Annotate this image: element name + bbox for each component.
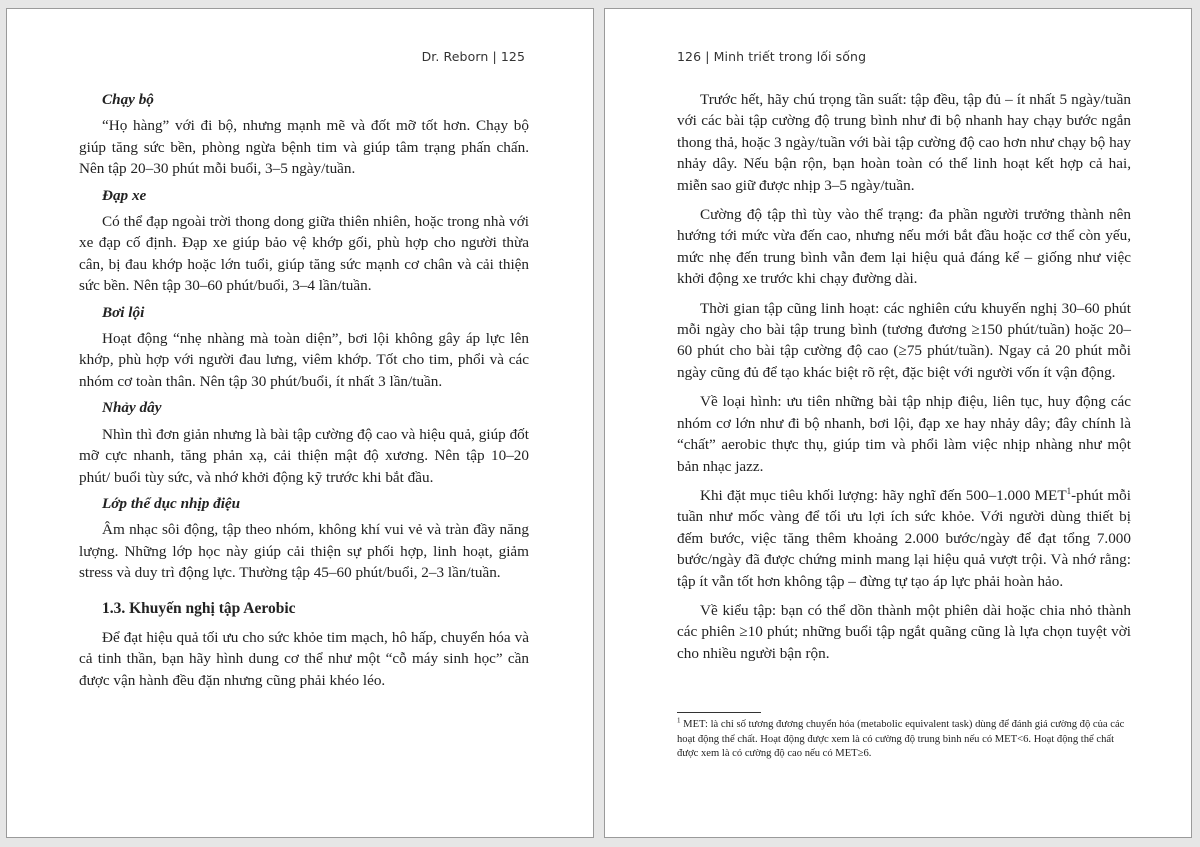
section-heading-jump-rope: Nhảy dây xyxy=(102,399,162,417)
footnote xyxy=(677,718,1131,762)
left-page xyxy=(6,8,594,838)
section-heading-running: Chạy bộ xyxy=(102,91,154,108)
subsection-heading: 1.3. Khuyến nghị tập Aerobic xyxy=(102,599,296,617)
footnote-reference[interactable]: 1 xyxy=(1066,485,1072,496)
paragraph-volume-start: Khi đặt mục tiêu khối lượng: hãy nghĩ đến 500–1.000 MET xyxy=(700,486,1067,504)
paragraph-intensity: Cường độ tập thì tùy vào thể trạng: đa phần người trưởng thành nên hướng tới mức vừa đến cao, nhưng nếu mới bắt đầu hoặc cơ thể còn yếu, mức nhẹ đến trung bình vẫn đem lại hiệu quả đáng kể – giống như việc khởi động xe trước khi chạy đường dài. xyxy=(677,206,1131,288)
running-head-left: Dr. Reborn | 125 xyxy=(421,49,525,64)
footnote-divider xyxy=(677,712,761,713)
section-heading-cycling: Đạp xe xyxy=(102,186,147,204)
section-body-swimming: Hoạt động “nhẹ nhàng mà toàn diện”, bơi lội không gây áp lực lên khớp, phù hợp với người đau lưng, viêm khớp. Tốt cho tim, phổi và các nhóm cơ toàn thân. Nên tập 30 phút/buổi, ít nhất 3 lần/tuần. xyxy=(79,330,529,390)
section-body-cycling: Có thể đạp ngoài trời thong dong giữa thiên nhiên, hoặc trong nhà với xe đạp cố định. Đạp xe giúp bảo vệ khớp gối, phù hợp cho người thừa cân, bị đau khớp hoặc lớn tuổi, giúp tăng sức mạnh cơ chân và cải thiện sức bền. Nên tập 30–60 phút/buổi, 3–4 lần/tuần. xyxy=(79,213,529,295)
paragraph-volume xyxy=(677,485,1131,592)
section-body-aerobics-class: Âm nhạc sôi động, tập theo nhóm, không khí vui vẻ và tràn đầy năng lượng. Những lớp học này giúp cải thiện sự phối hợp, linh hoạt, giảm stress và duy trì động lực. Thường tập 45–60 phút/buổi, 2–3 lần/tuần. xyxy=(79,521,529,582)
paragraph-volume-end: -phút mỗi tuần như mốc vàng để tối ưu lợi ích sức khỏe. Với người dùng thiết bị đếm bước, việc tăng thêm khoảng 2.000 bước/ngày để đạt tổng 7.000 bước/ngày đã được chứng minh mang lại hiệu quả vượt trội. Và nhớ rằng: tập ít vẫn tốt hơn không tập – đừng tự tạo áp lực phải hoàn hảo. xyxy=(677,486,1131,590)
paragraph-duration: Thời gian tập cũng linh hoạt: các nghiên cứu khuyến nghị 30–60 phút mỗi ngày cho bài tập trung bình (tương đương ≥150 phút/tuần) hoặc 20–60 phút cho bài tập cường độ cao (≥75 phút/tuần). Ngay cả 20 phút mỗi ngày cũng đủ để tạo khác biệt rõ rệt, đặc biệt với người vốn ít vận động. xyxy=(677,299,1131,381)
section-body-running: “Họ hàng” với đi bộ, nhưng mạnh mẽ và đốt mỡ tốt hơn. Chạy bộ giúp tăng sức bền, phòng ngừa bệnh tim và giúp tâm trạng phấn chấn. Nên tập 20–30 phút mỗi buổi, 3–5 ngày/tuần. xyxy=(79,117,529,178)
paragraph-pattern: Về kiểu tập: bạn có thể dồn thành một phiên dài hoặc chia nhỏ thành các phiên ≥10 phút; những buổi tập ngắt quãng cũng là lựa chọn tuyệt vời cho nhiều người bận rộn. xyxy=(677,601,1131,662)
footnote-mark: 1 xyxy=(677,716,681,725)
right-page-body xyxy=(677,89,1131,672)
section-heading-swimming: Bơi lội xyxy=(102,303,145,321)
left-page-body xyxy=(79,89,529,696)
running-head-right: 126 | Minh triết trong lối sống xyxy=(677,49,867,64)
section-heading-aerobics-class: Lớp thể dục nhịp điệu xyxy=(102,494,241,512)
paragraph-type: Về loại hình: ưu tiên những bài tập nhịp điệu, liên tục, huy động các nhóm cơ lớn như đi bộ nhanh, bơi lội, đạp xe hay nhảy dây; đây chính là “chất” aerobic thực thụ, giúp tim và phổi làm việc nhịp nhàng như một bản nhạc jazz. xyxy=(677,393,1131,475)
paragraph-frequency: Trước hết, hãy chú trọng tần suất: tập đều, tập đủ – ít nhất 5 ngày/tuần với các bài tập cường độ trung bình như đi bộ nhanh hay chạy bước ngắn thong thả, hoặc 3 ngày/tuần với bài tập cường độ cao hơn như chạy bộ hay nhảy dây. Nếu bận rộn, bạn hoàn toàn có thể linh hoạt kết hợp cả hai, miễn sao giữ được nhịp 3–5 ngày/tuần. xyxy=(677,91,1131,194)
subsection-body: Để đạt hiệu quả tối ưu cho sức khỏe tim mạch, hô hấp, chuyển hóa và cả tinh thần, bạn hãy hình dung cơ thể như một “cỗ máy sinh học” cần được vận hành đều đặn nhưng cũng phải khéo léo. xyxy=(79,628,529,689)
section-body-jump-rope: Nhìn thì đơn giản nhưng là bài tập cường độ cao và hiệu quả, giúp đốt mỡ cực nhanh, tăng phản xạ, cải thiện mật độ xương. Nên tập 10–20 phút/ buổi tùy sức, và nhớ khởi động kỹ trước khi bắt đầu. xyxy=(79,425,529,486)
right-page xyxy=(604,8,1192,838)
footnote-text: MET: là chỉ số tương đương chuyển hóa (metabolic equivalent task) dùng để đánh giá cường độ của các hoạt động thể chất. Hoạt động được xem là có cường độ trung bình nếu có MET<6. Hoạt động thể chất được xem là có cường độ cao nếu có MET≥6. xyxy=(677,719,1125,759)
